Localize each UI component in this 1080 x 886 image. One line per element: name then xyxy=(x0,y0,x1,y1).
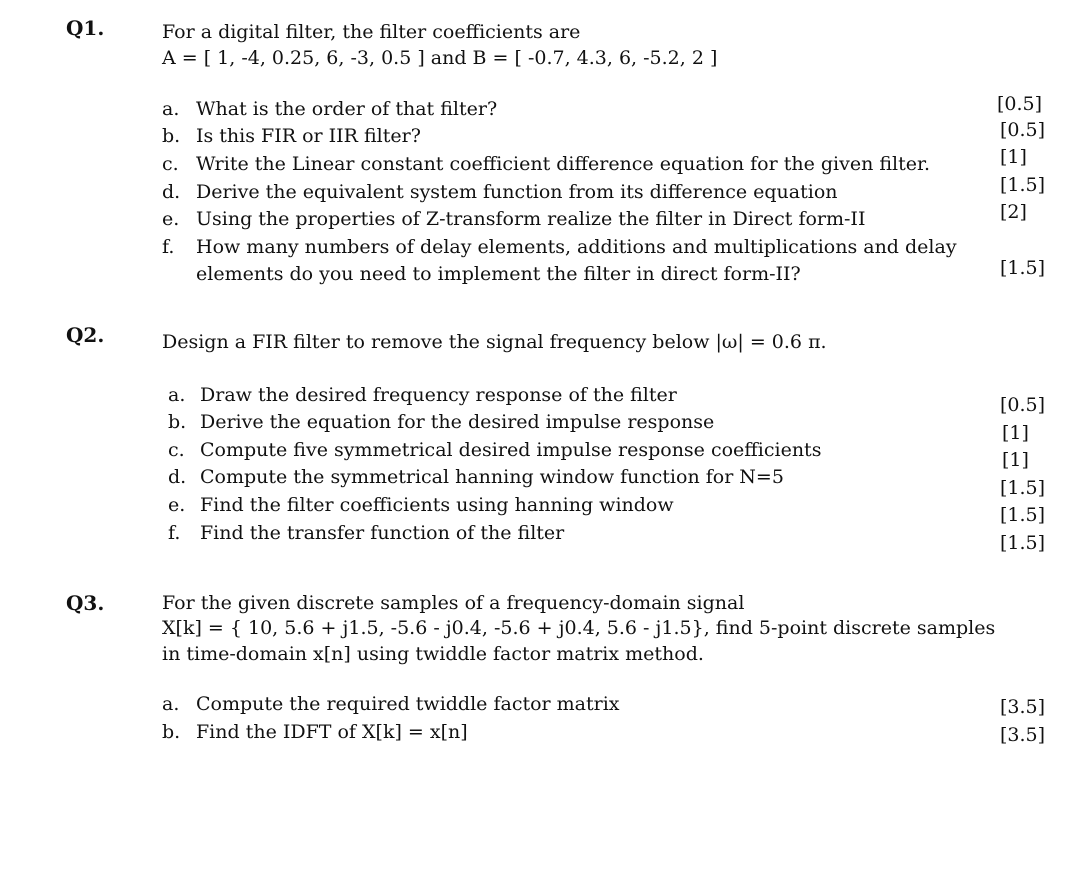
q2-item-f xyxy=(168,521,564,545)
q2-item-a-text: Draw the desired frequency response of the filter xyxy=(200,384,677,406)
q2-item-e-mark: [1.5] xyxy=(1000,504,1046,526)
q3-item-a xyxy=(162,692,620,716)
q2-item-c xyxy=(168,438,821,462)
q1-coefficients: A = [ 1, -4, 0.25, 6, -3, 0.5 ] and B = [ -0.7, 4.3, 6, -5.2, 2 ] xyxy=(162,47,718,69)
q1-item-a-mark: [0.5] xyxy=(997,93,1043,115)
q2-item-c-text: Compute five symmetrical desired impulse response coefficients xyxy=(200,439,822,461)
q3-item-a-text: Compute the required twiddle factor matrix xyxy=(196,693,620,715)
q2-item-a-mark: [0.5] xyxy=(1000,394,1046,416)
q2-item-c-mark: [1] xyxy=(1002,449,1029,471)
q3-item-a-mark: [3.5] xyxy=(1000,696,1046,718)
q1-item-e-mark: [2] xyxy=(1000,201,1027,223)
q3-item-b xyxy=(162,720,468,744)
q1-item-d xyxy=(162,180,838,204)
q1-intro: For a digital filter, the filter coefficients are xyxy=(162,21,581,43)
q1-item-c-text: Write the Linear constant coefficient difference equation for the given filter. xyxy=(196,153,931,175)
q1-item-a-letter: a. xyxy=(162,98,180,120)
q3-item-a-letter: a. xyxy=(162,693,180,715)
q2-item-d xyxy=(168,465,784,489)
q3-item-b-mark: [3.5] xyxy=(1000,724,1046,746)
q1-label: Q1. xyxy=(66,16,105,40)
q1-item-c xyxy=(162,152,930,176)
q2-item-b-text: Derive the equation for the desired impulse response xyxy=(200,411,715,433)
q2-item-a xyxy=(168,383,677,407)
q1-item-f-letter: f. xyxy=(162,236,175,258)
q2-item-e-text: Find the filter coefficients using hanning window xyxy=(200,494,674,516)
q2-intro: Design a FIR filter to remove the signal frequency below |ω| = 0.6 π. xyxy=(162,331,827,353)
q1-item-d-letter: d. xyxy=(162,181,181,203)
q1-item-b-mark: [0.5] xyxy=(1000,119,1046,141)
q1-item-e-text: Using the properties of Z-transform realize the filter in Direct form-II xyxy=(196,208,866,230)
q2-item-f-letter: f. xyxy=(168,522,181,544)
q1-item-f-text: How many numbers of delay elements, additions and multiplications and delay xyxy=(196,236,957,258)
q2-item-f-text: Find the transfer function of the filter xyxy=(200,522,565,544)
q2-item-e xyxy=(168,493,674,517)
q2-item-d-mark: [1.5] xyxy=(1000,477,1046,499)
q1-item-b xyxy=(162,124,421,148)
q2-item-c-letter: c. xyxy=(168,439,185,461)
q1-item-d-mark: [1.5] xyxy=(1000,174,1046,196)
q3-item-b-text: Find the IDFT of X[k] = x[n] xyxy=(196,721,468,743)
q1-item-a-text: What is the order of that filter? xyxy=(196,98,498,120)
q1-item-c-letter: c. xyxy=(162,153,179,175)
q1-item-b-letter: b. xyxy=(162,125,181,147)
q2-item-d-letter: d. xyxy=(168,466,187,488)
q3-intro-line3: in time-domain x[n] using twiddle factor matrix method. xyxy=(162,643,704,665)
q1-item-f-text-line2: elements do you need to implement the filter in direct form-II? xyxy=(196,263,801,285)
q1-item-a xyxy=(162,97,497,121)
q2-label: Q2. xyxy=(66,323,105,347)
q1-item-e xyxy=(162,207,865,231)
q1-item-f xyxy=(162,235,957,259)
q2-item-e-letter: e. xyxy=(168,494,186,516)
q1-item-e-letter: e. xyxy=(162,208,180,230)
q1-item-d-text: Derive the equivalent system function from its difference equation xyxy=(196,181,838,203)
q3-label: Q3. xyxy=(66,591,105,615)
q2-item-b xyxy=(168,410,714,434)
q2-item-d-text: Compute the symmetrical hanning window function for N=5 xyxy=(200,466,784,488)
q1-item-f-mark: [1.5] xyxy=(1000,257,1046,279)
q1-item-b-text: Is this FIR or IIR filter? xyxy=(196,125,421,147)
q2-item-a-letter: a. xyxy=(168,384,186,406)
q2-item-b-mark: [1] xyxy=(1002,422,1029,444)
q3-intro-line2: X[k] = { 10, 5.6 + j1.5, -5.6 - j0.4, -5.6 + j0.4, 5.6 - j1.5}, find 5-point discrete samples xyxy=(162,617,996,639)
q2-item-f-mark: [1.5] xyxy=(1000,532,1046,554)
q2-item-b-letter: b. xyxy=(168,411,187,433)
q3-intro-line1: For the given discrete samples of a frequency-domain signal xyxy=(162,592,745,614)
q1-item-c-mark: [1] xyxy=(1000,146,1027,168)
q3-item-b-letter: b. xyxy=(162,721,181,743)
